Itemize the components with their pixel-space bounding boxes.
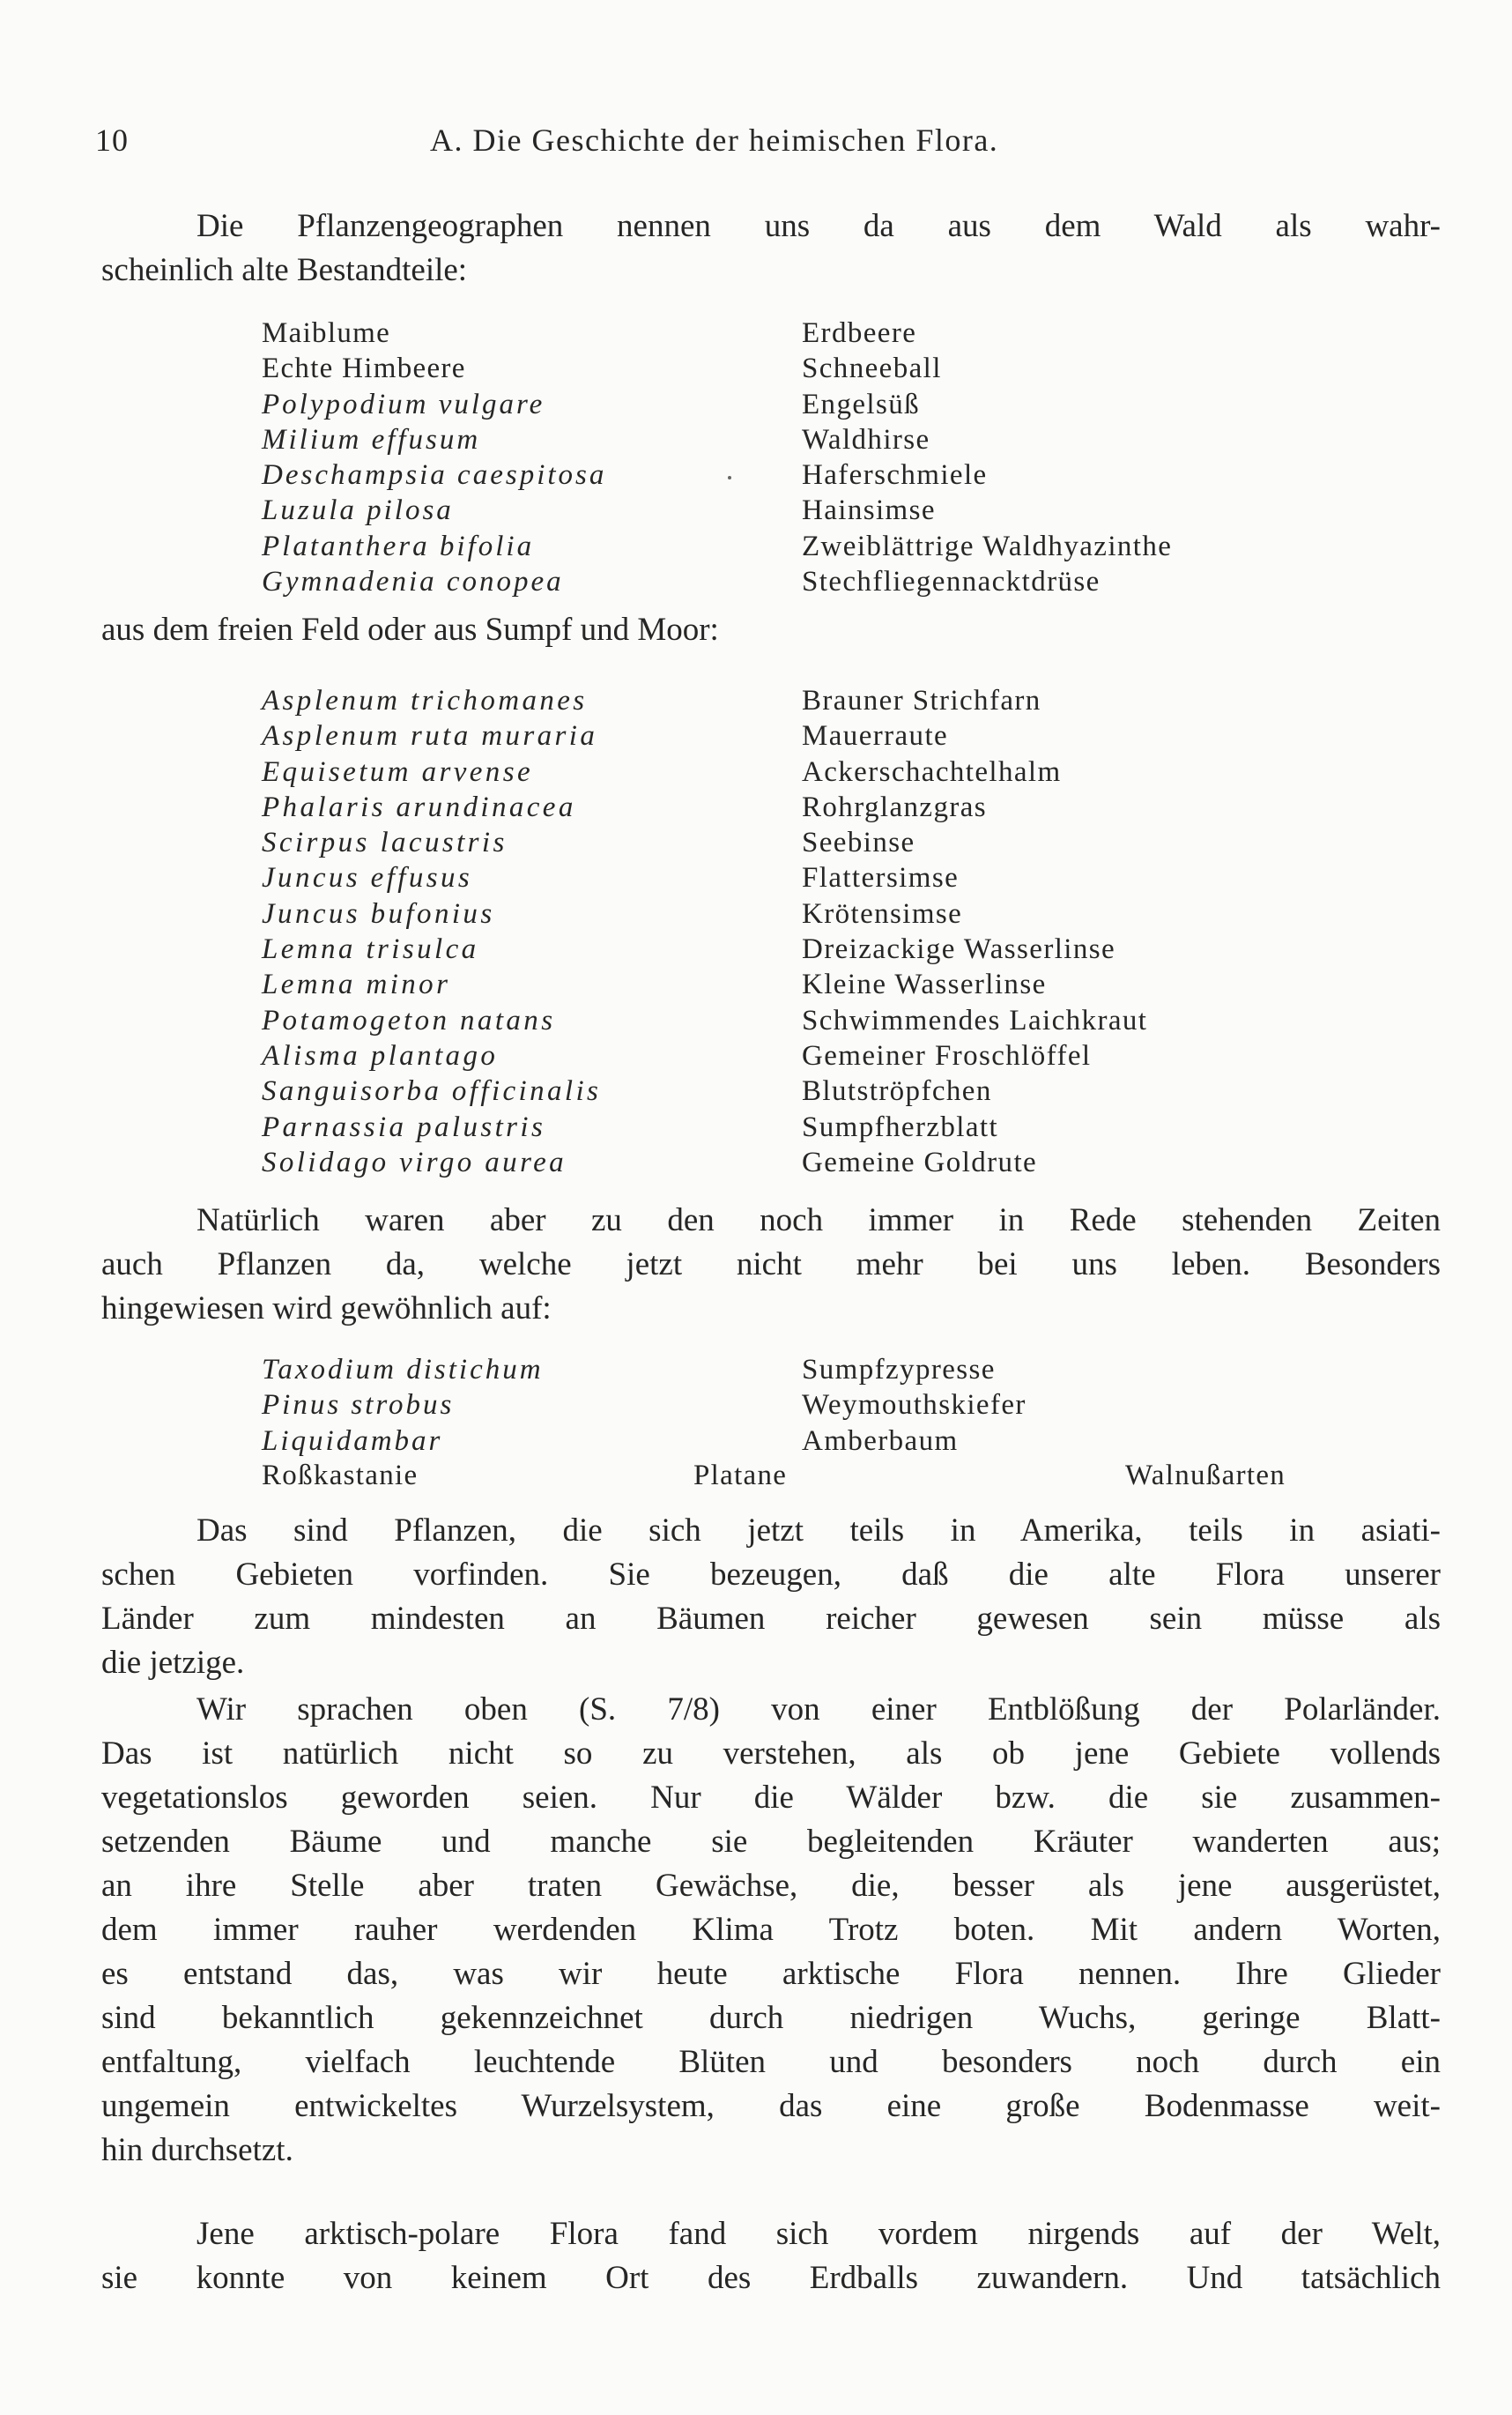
forest-plant-latin-name: Maiblume [262,317,391,349]
para5-line-6: dem immer rauher werdenden Klima Trotz boten. Mit andern Worten, [101,1912,1441,1948]
field-plant-german-name: Gemeiner Froschlöffel [802,1039,1092,1072]
field-plant-german-name: Rohrglanzgras [802,791,988,823]
field-plant-latin-name: Asplenum trichomanes [262,685,588,717]
extinct-plant-german-name: Weymouthskiefer [802,1389,1027,1422]
intro-line-1: Die Pflanzengeographen nennen uns da aus dem Wald als wahr- [196,208,1441,244]
para-arctic-flora [101,2212,1441,2300]
forest-plant-latin-name: Milium effusum [262,423,481,456]
intro-paragraph [101,204,1441,293]
field-plant-row [262,1038,1337,1074]
forest-plant-row [262,422,1337,457]
forest-plant-latin-name: Polypodium vulgare [262,388,545,420]
forest-plant-latin-name: Echte Himbeere [262,353,466,385]
forest-plant-row [262,387,1337,422]
intro-line-2: scheinlich alte Bestandteile: [101,252,468,288]
field-plant-german-name: Ackerschachtelhalm [802,755,1062,788]
para-polar-regions [101,1688,1441,2173]
forest-plant-german-name: Waldhirse [802,423,930,456]
para5-line-4: setzenden Bäume und manche sie begleitenden Kräuter wanderten aus; [101,1824,1441,1860]
extinct-plant-latin-name: Taxodium distichum [262,1354,544,1386]
extinct-plant-latin-name: Pinus strobus [262,1389,455,1422]
extinct-plant-latin-name: Liquidambar [262,1424,443,1457]
para5-line-7: es entstand das, was wir heute arktische Flora nennen. Ihre Glieder [101,1956,1441,1992]
para5-line-9: entfaltung, vielfach leuchtende Blüten und besonders noch durch ein [101,2044,1441,2080]
forest-plant-latin-name: Deschampsia caespitosa [262,459,607,492]
field-plant-latin-name: Juncus bufonius [262,897,495,930]
extinct-item-rosskastanie: Roßkastanie [262,1460,419,1491]
field-plant-row [262,718,1337,754]
extinct-plant-row [262,1352,1337,1387]
forest-plant-row [262,493,1337,528]
forest-plant-german-name: Stechfliegennacktdrüse [802,566,1101,598]
field-plant-german-name: Gemeine Goldrute [802,1146,1038,1178]
forest-plant-row [262,457,1337,493]
field-plant-row [262,967,1337,1002]
para5-line-11: hin durchsetzt. [101,2132,293,2168]
field-plant-latin-name: Parnassia palustris [262,1111,546,1143]
field-plant-row [262,790,1337,825]
para5-line-2: Das ist natürlich nicht so zu verstehen, als ob jene Gebiete vollends [101,1735,1441,1772]
field-plant-german-name: Seebinse [802,827,915,859]
field-plant-latin-name: Juncus effusus [262,862,473,895]
field-plant-row [262,932,1337,967]
para5-line-8: sind bekanntlich gekennzeichnet durch niedrigen Wuchs, geringe Blatt- [101,2000,1441,2036]
forest-plant-latin-name: Gymnadenia conopea [262,566,564,598]
para4-line-4: die jetzige. [101,1645,245,1681]
para3-line-3: hingewiesen wird gewöhnlich auf: [101,1290,552,1326]
field-plant-german-name: Krötensimse [802,897,963,930]
field-plant-latin-name: Lemna trisulca [262,933,479,966]
field-plant-row [262,825,1337,860]
forest-plant-row [262,351,1337,386]
forest-plant-german-name: Zweiblättrige Waldhyazinthe [802,530,1173,562]
field-plant-latin-name: Lemna minor [262,969,451,1001]
field-plant-german-name: Flattersimse [802,862,960,895]
forest-plant-german-name: Hainsimse [802,494,936,527]
extinct-item-walnussarten: Walnußarten [1125,1460,1286,1491]
para3-line-1: Natürlich waren aber zu den noch immer in Rede stehenden Zeiten [196,1202,1441,1238]
field-plant-latin-name: Asplenum ruta muraria [262,720,598,753]
field-plant-latin-name: Potamogeton natans [262,1004,556,1037]
field-heading: aus dem freien Feld oder aus Sumpf und Moor: [101,612,719,648]
para4-line-2: schen Gebieten vorfinden. Sie bezeugen, daß die alte Flora unserer [101,1557,1441,1593]
para5-line-3: vegetationslos geworden seien. Nur die Wälder bzw. die sie zusammen- [101,1780,1441,1816]
field-plant-latin-name: Scirpus lacustris [262,827,508,859]
print-speck [728,476,731,479]
field-plant-row [262,860,1337,895]
field-plant-german-name: Brauner Strichfarn [802,685,1041,717]
extinct-item-platane: Platane [693,1460,788,1491]
para6-line-1: Jene arktisch-polare Flora fand sich vordem nirgends auf der Welt, [196,2216,1441,2252]
field-plant-german-name: Sumpfherzblatt [802,1111,999,1143]
field-plant-latin-name: Sanguisorba officinalis [262,1075,602,1108]
field-plant-latin-name: Alisma plantago [262,1039,499,1072]
forest-plant-row [262,316,1337,351]
extinct-plant-row [262,1423,1337,1459]
para-america-asia [101,1509,1441,1685]
extinct-plant-list [262,1352,1337,1459]
page-number: 10 [95,123,129,158]
extinct-plant-row [262,1387,1337,1423]
para-extinct-intro [101,1199,1441,1331]
extinct-plant-german-name: Amberbaum [802,1424,959,1457]
extinct-plant-german-name: Sumpfzypresse [802,1354,996,1386]
para5-line-10: ungemein entwickeltes Wurzelsystem, das eine große Bodenmasse weit- [101,2088,1441,2124]
field-plant-row [262,1110,1337,1145]
para4-line-3: Länder zum mindesten an Bäumen reicher gewesen sein müsse als [101,1601,1441,1637]
forest-plant-latin-name: Platanthera bifolia [262,530,535,562]
forest-plant-latin-name: Luzula pilosa [262,494,454,527]
field-plant-german-name: Schwimmendes Laichkraut [802,1004,1148,1037]
forest-plant-row [262,564,1337,599]
field-plant-row [262,754,1337,790]
para5-line-5: an ihre Stelle aber traten Gewächse, die, besser als jene ausgerüstet, [101,1868,1441,1904]
para5-line-1: Wir sprachen oben (S. 7/8) von einer Entblößung der Polarländer. [196,1691,1441,1728]
forest-plant-german-name: Engelsüß [802,388,921,420]
field-plant-row [262,1074,1337,1109]
field-plant-row [262,896,1337,932]
page-header [95,122,1443,166]
field-plant-latin-name: Equisetum arvense [262,755,533,788]
forest-plant-german-name: Haferschmiele [802,459,988,492]
para4-line-1: Das sind Pflanzen, die sich jetzt teils in Amerika, teils in asiati- [196,1512,1441,1549]
forest-plant-row [262,529,1337,564]
forest-plant-list [262,316,1337,599]
field-plant-list [262,683,1337,1180]
field-plant-latin-name: Solidago virgo aurea [262,1146,567,1178]
field-plant-latin-name: Phalaris arundinacea [262,791,576,823]
para6-line-2: sie konnte von keinem Ort des Erdballs zuwandern. Und tatsächlich [101,2260,1441,2296]
field-plant-german-name: Blutströpfchen [802,1075,992,1108]
field-plant-row [262,1003,1337,1038]
field-plant-german-name: Mauerraute [802,720,949,753]
para3-line-2: auch Pflanzen da, welche jetzt nicht mehr bei uns leben. Besonders [101,1246,1441,1282]
forest-plant-german-name: Erdbeere [802,317,917,349]
field-plant-german-name: Dreizackige Wasserlinse [802,933,1116,966]
field-plant-row [262,683,1337,718]
field-plant-row [262,1145,1337,1180]
running-head: A. Die Geschichte der heimischen Flora. [430,123,999,158]
forest-plant-german-name: Schneeball [802,353,942,385]
field-plant-german-name: Kleine Wasserlinse [802,969,1047,1001]
